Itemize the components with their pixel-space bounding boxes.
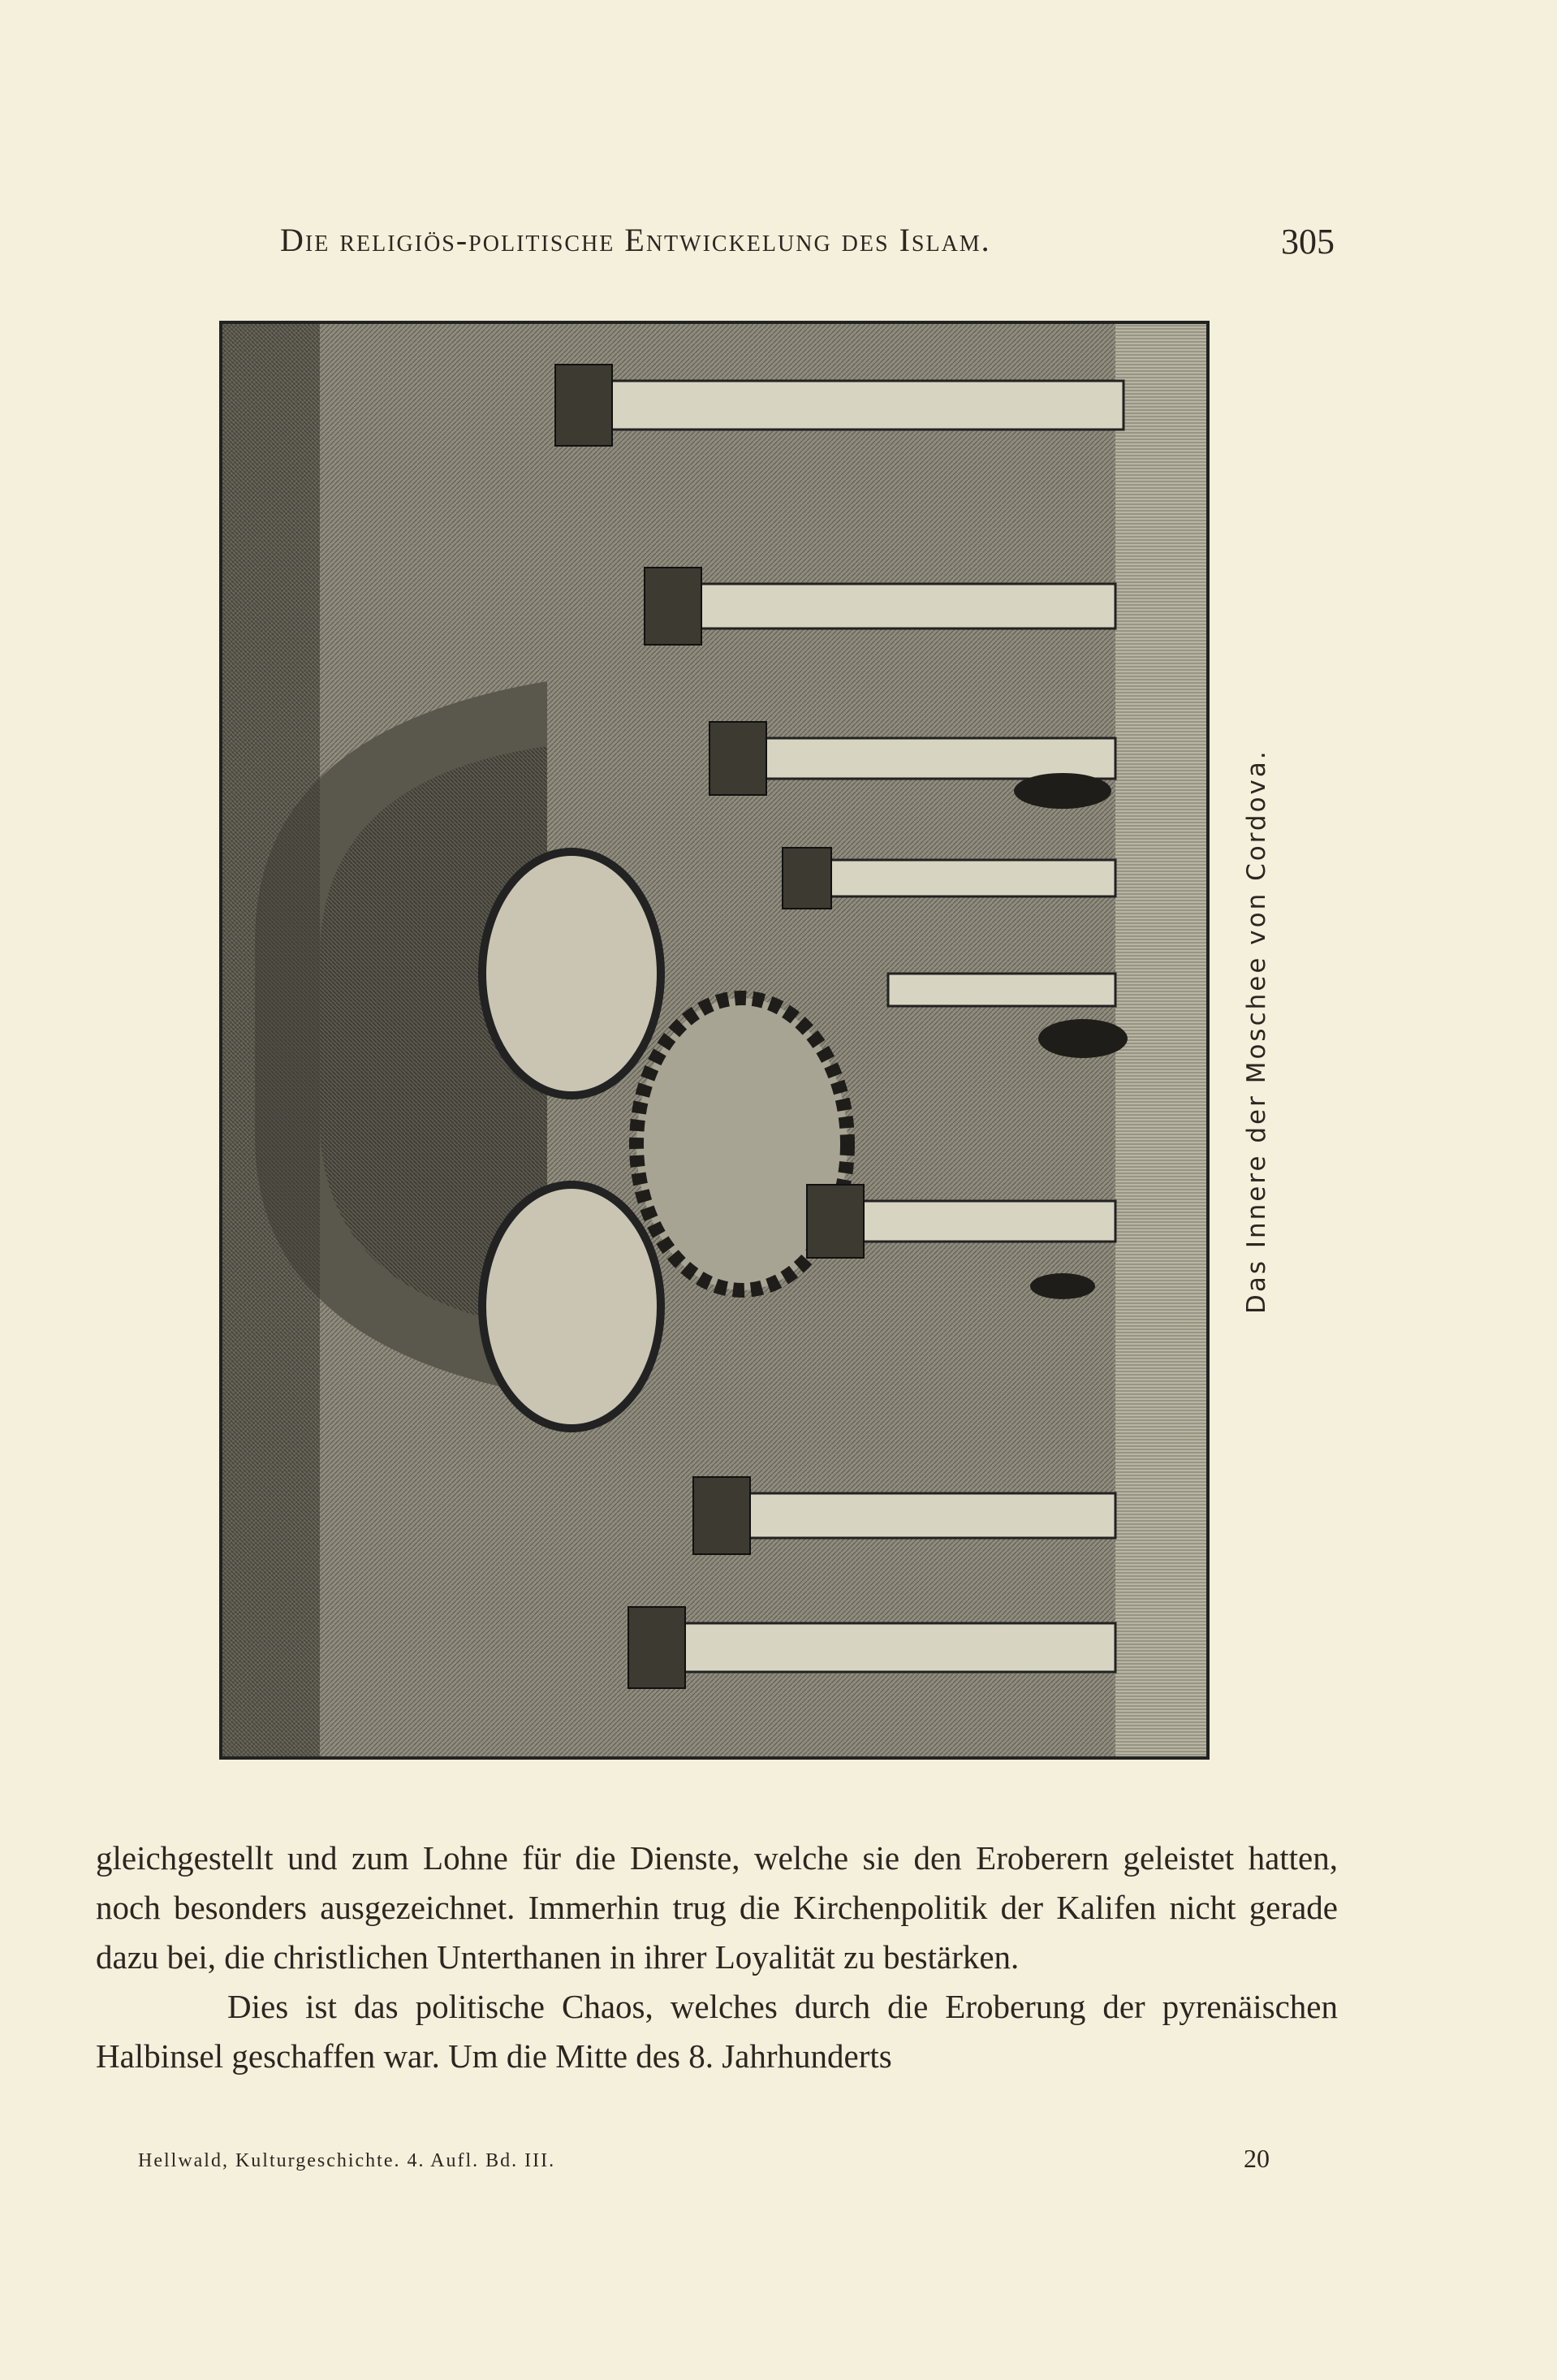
sheet-number: 20 <box>1244 2144 1270 2173</box>
mosque-interior-engraving <box>222 324 1206 1756</box>
running-head: Die religiös-politische Entwickelung des Islam. <box>280 222 991 258</box>
paragraph: gleichgestellt und zum Lohne für die Dienste, welche sie den Eroberern geleistet hatten, noch besonders ausgezeichnet. Immerhin trug die Kirchenpolitik der Kalifen nicht gerade dazu bei, die christlichen Unterthanen in ihrer Loyalität zu bestärken. <box>96 1839 1338 1976</box>
paragraph: Dies ist das politische Chaos, welches durch die Eroberung der pyrenäischen Halbinsel geschaffen war. Um die Mitte des 8. Jahrhunderts <box>96 1988 1338 2075</box>
engraving-plate <box>219 321 1210 1760</box>
figure-caption: Das Innere der Moschee von Cordova. <box>1242 749 1271 1314</box>
footer-signature: Hellwald, Kulturgeschichte. 4. Aufl. Bd. III. <box>138 2150 556 2171</box>
body-text <box>96 1834 1338 2081</box>
page-number: 305 <box>1281 222 1335 261</box>
